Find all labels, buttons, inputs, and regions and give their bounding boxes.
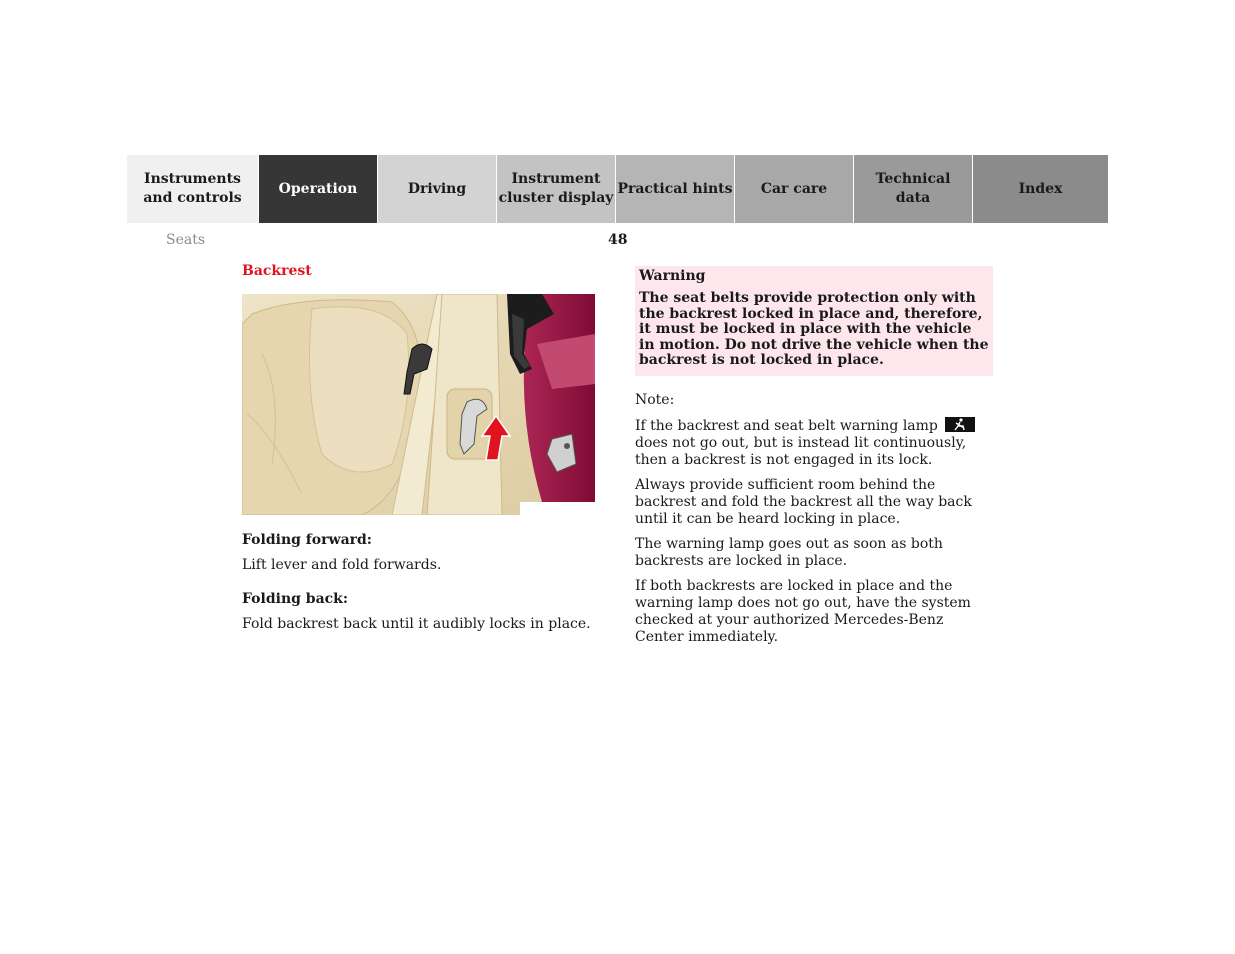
tab-index[interactable]: [973, 155, 1108, 223]
note-paragraph-3: The warning lamp goes out as soon as both backrests are locked in place.: [635, 535, 943, 570]
tab-driving[interactable]: [378, 155, 497, 223]
tab-label: Technical data: [875, 171, 951, 206]
tab-technical-data[interactable]: [854, 155, 973, 223]
folding-back-text: Fold backrest back until it audibly locks in place.: [242, 616, 591, 632]
folding-back-title: Folding back:: [242, 591, 349, 607]
tab-practical-hints[interactable]: [616, 155, 735, 223]
tab-label: Index: [1018, 180, 1063, 197]
tab-label: Instruments and controls: [143, 171, 242, 206]
folding-forward-title: Folding forward:: [242, 532, 372, 548]
warning-box: [635, 266, 993, 376]
note-paragraph-4: If both backrests are locked in place and the warning lamp does not go out, have the system checked at your authorized Mercedes-Benz Center immediately.: [635, 577, 971, 646]
note-label: Note:: [635, 392, 675, 408]
warning-title: Warning: [639, 268, 706, 284]
tab-instruments-and-controls[interactable]: [127, 155, 259, 223]
note-paragraph-1: [635, 417, 995, 470]
tab-instrument-cluster-display[interactable]: [497, 155, 616, 223]
tab-label: Driving: [407, 180, 467, 197]
tab-operation[interactable]: [259, 155, 378, 223]
note-paragraph-2: Always provide sufficient room behind the backrest and fold the backrest all the way back until it can be heard locking in place.: [635, 476, 972, 528]
note-p1-after: does not go out, but is instead lit continuously, then a backrest is not engaged in its lock.: [635, 434, 967, 469]
section-label: Seats: [166, 232, 206, 248]
tab-label: Car care: [760, 180, 828, 197]
red-up-arrow-icon: [480, 414, 512, 462]
tab-car-care[interactable]: [735, 155, 854, 223]
backrest-illustration: [242, 294, 595, 515]
folding-forward-text: Lift lever and fold forwards.: [242, 557, 442, 573]
tab-label: Practical hints: [617, 180, 733, 197]
note-p1-before: If the backrest and seat belt warning lamp: [635, 417, 938, 434]
page-number: 48: [608, 232, 628, 248]
seat-belt-warning-lamp-icon: [945, 417, 975, 432]
backrest-instructions: [242, 532, 612, 650]
backrest-heading: Backrest: [242, 263, 312, 279]
tab-label: Operation: [278, 180, 358, 197]
tab-label: Instrument cluster display: [498, 171, 614, 206]
warning-body: The seat belts provide protection only with the backrest locked in place and, therefore, it must be locked in place with the vehicle in motion. Do not drive the vehicle when the backrest is not locked in place.: [639, 290, 989, 369]
chapter-tabs: [127, 155, 1108, 223]
notes: [635, 392, 995, 654]
